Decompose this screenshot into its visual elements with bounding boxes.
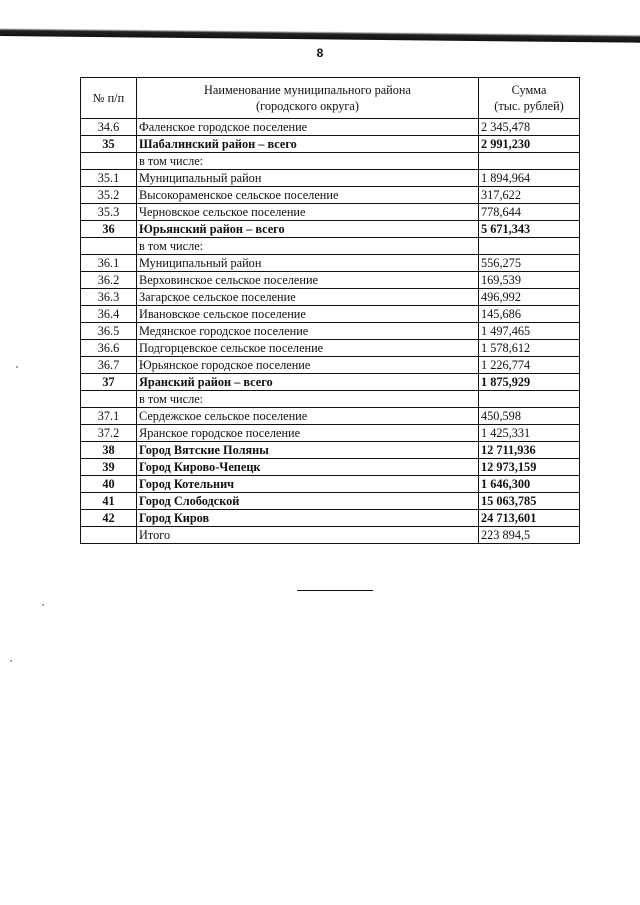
row-number-cell: 38 — [81, 442, 137, 459]
row-name-cell: в том числе: — [137, 391, 479, 408]
row-number-cell: 36.3 — [81, 289, 137, 306]
row-number-cell: 36 — [81, 221, 137, 238]
table-row — [81, 289, 580, 306]
row-number-cell — [81, 391, 137, 408]
row-sum-cell: 12 711,936 — [479, 442, 580, 459]
row-number-cell: 36.7 — [81, 357, 137, 374]
row-name-cell: Яранский район – всего — [137, 374, 479, 391]
table-row — [81, 391, 580, 408]
row-name-cell: Муниципальный район — [137, 170, 479, 187]
header-sum — [479, 78, 580, 119]
header-num-label: № п/п — [92, 91, 125, 105]
row-number-cell: 37.1 — [81, 408, 137, 425]
row-number-cell: 36.5 — [81, 323, 137, 340]
row-name-cell: Высокораменское сельское поселение — [137, 187, 479, 204]
table-row — [81, 204, 580, 221]
table-row — [81, 425, 580, 442]
header-sum-line2: (тыс. рублей) — [494, 99, 564, 113]
row-number-cell: 36.6 — [81, 340, 137, 357]
row-sum-cell: 145,686 — [479, 306, 580, 323]
table-row — [81, 374, 580, 391]
row-name-cell: Подгорцевское сельское поселение — [137, 340, 479, 357]
row-sum-cell: 496,992 — [479, 289, 580, 306]
row-name-cell: Сердежское сельское поселение — [137, 408, 479, 425]
table-row — [81, 459, 580, 476]
table-row — [81, 476, 580, 493]
row-number-cell: 37 — [81, 374, 137, 391]
row-name-cell: Яранское городское поселение — [137, 425, 479, 442]
row-number-cell: 35.2 — [81, 187, 137, 204]
row-sum-cell: 1 646,300 — [479, 476, 580, 493]
table-row — [81, 306, 580, 323]
table-row — [81, 221, 580, 238]
row-number-cell: 36.2 — [81, 272, 137, 289]
scan-top-edge — [0, 28, 640, 43]
row-sum-cell: 1 578,612 — [479, 340, 580, 357]
row-sum-cell — [479, 391, 580, 408]
row-sum-cell: 1 425,331 — [479, 425, 580, 442]
row-sum-cell: 317,622 — [479, 187, 580, 204]
row-sum-cell: 1 226,774 — [479, 357, 580, 374]
table-row — [81, 170, 580, 187]
row-name-cell: Юрьянское городское поселение — [137, 357, 479, 374]
row-name-cell: в том числе: — [137, 238, 479, 255]
table-row — [81, 153, 580, 170]
row-name-cell: Фаленское городское поселение — [137, 119, 479, 136]
row-sum-cell: 5 671,343 — [479, 221, 580, 238]
row-sum-cell: 450,598 — [479, 408, 580, 425]
row-sum-cell: 1 497,465 — [479, 323, 580, 340]
row-name-cell: Город Киров — [137, 510, 479, 527]
row-sum-cell: 2 991,230 — [479, 136, 580, 153]
header-name — [137, 78, 479, 119]
row-number-cell: 40 — [81, 476, 137, 493]
row-name-cell: Город Вятские Поляны — [137, 442, 479, 459]
row-number-cell: 36.4 — [81, 306, 137, 323]
header-name-line1: Наименование муниципального района — [204, 83, 411, 97]
row-sum-cell: 15 063,785 — [479, 493, 580, 510]
row-sum-cell — [479, 153, 580, 170]
table-row — [81, 187, 580, 204]
table-row — [81, 119, 580, 136]
table-row — [81, 493, 580, 510]
row-name-cell: Черновское сельское поселение — [137, 204, 479, 221]
row-number-cell: 42 — [81, 510, 137, 527]
row-number-cell: 35 — [81, 136, 137, 153]
row-name-cell: Юрьянский район – всего — [137, 221, 479, 238]
table-row — [81, 527, 580, 544]
scan-speck — [10, 660, 12, 662]
table-row — [81, 510, 580, 527]
table-row — [81, 136, 580, 153]
table-row — [81, 357, 580, 374]
table-header-row — [81, 78, 580, 119]
closing-rule — [297, 590, 373, 591]
table-row — [81, 442, 580, 459]
table-row — [81, 238, 580, 255]
row-name-cell: Итого — [137, 527, 479, 544]
row-name-cell: Муниципальный район — [137, 255, 479, 272]
row-number-cell: 37.2 — [81, 425, 137, 442]
header-sum-line1: Сумма — [511, 83, 547, 97]
row-name-cell: Медянское городское поселение — [137, 323, 479, 340]
row-name-cell: в том числе: — [137, 153, 479, 170]
row-sum-cell: 169,539 — [479, 272, 580, 289]
row-name-cell: Шабалинский район – всего — [137, 136, 479, 153]
row-number-cell: 34.6 — [81, 119, 137, 136]
row-sum-cell — [479, 238, 580, 255]
row-sum-cell: 778,644 — [479, 204, 580, 221]
row-name-cell: Верховинское сельское поселение — [137, 272, 479, 289]
row-name-cell: Ивановское сельское поселение — [137, 306, 479, 323]
row-sum-cell: 2 345,478 — [479, 119, 580, 136]
table-row — [81, 272, 580, 289]
row-number-cell: 39 — [81, 459, 137, 476]
row-number-cell: 36.1 — [81, 255, 137, 272]
table-row — [81, 340, 580, 357]
scan-speck — [42, 604, 44, 606]
header-name-line2: (городского округа) — [256, 99, 359, 113]
budget-distribution-table — [80, 77, 580, 544]
row-name-cell: Загарское сельское поселение — [137, 289, 479, 306]
row-sum-cell: 1 894,964 — [479, 170, 580, 187]
table-row — [81, 323, 580, 340]
row-number-cell: 35.1 — [81, 170, 137, 187]
row-sum-cell: 1 875,929 — [479, 374, 580, 391]
row-sum-cell: 223 894,5 — [479, 527, 580, 544]
header-num — [81, 78, 137, 119]
row-number-cell: 41 — [81, 493, 137, 510]
row-number-cell: 35.3 — [81, 204, 137, 221]
row-sum-cell: 12 973,159 — [479, 459, 580, 476]
row-number-cell — [81, 527, 137, 544]
row-sum-cell: 24 713,601 — [479, 510, 580, 527]
row-number-cell — [81, 153, 137, 170]
row-sum-cell: 556,275 — [479, 255, 580, 272]
table-row — [81, 408, 580, 425]
row-number-cell — [81, 238, 137, 255]
page-number: 8 — [316, 46, 324, 60]
row-name-cell: Город Кирово-Чепецк — [137, 459, 479, 476]
row-name-cell: Город Котельнич — [137, 476, 479, 493]
row-name-cell: Город Слободской — [137, 493, 479, 510]
table-row — [81, 255, 580, 272]
scan-speck — [16, 366, 18, 368]
